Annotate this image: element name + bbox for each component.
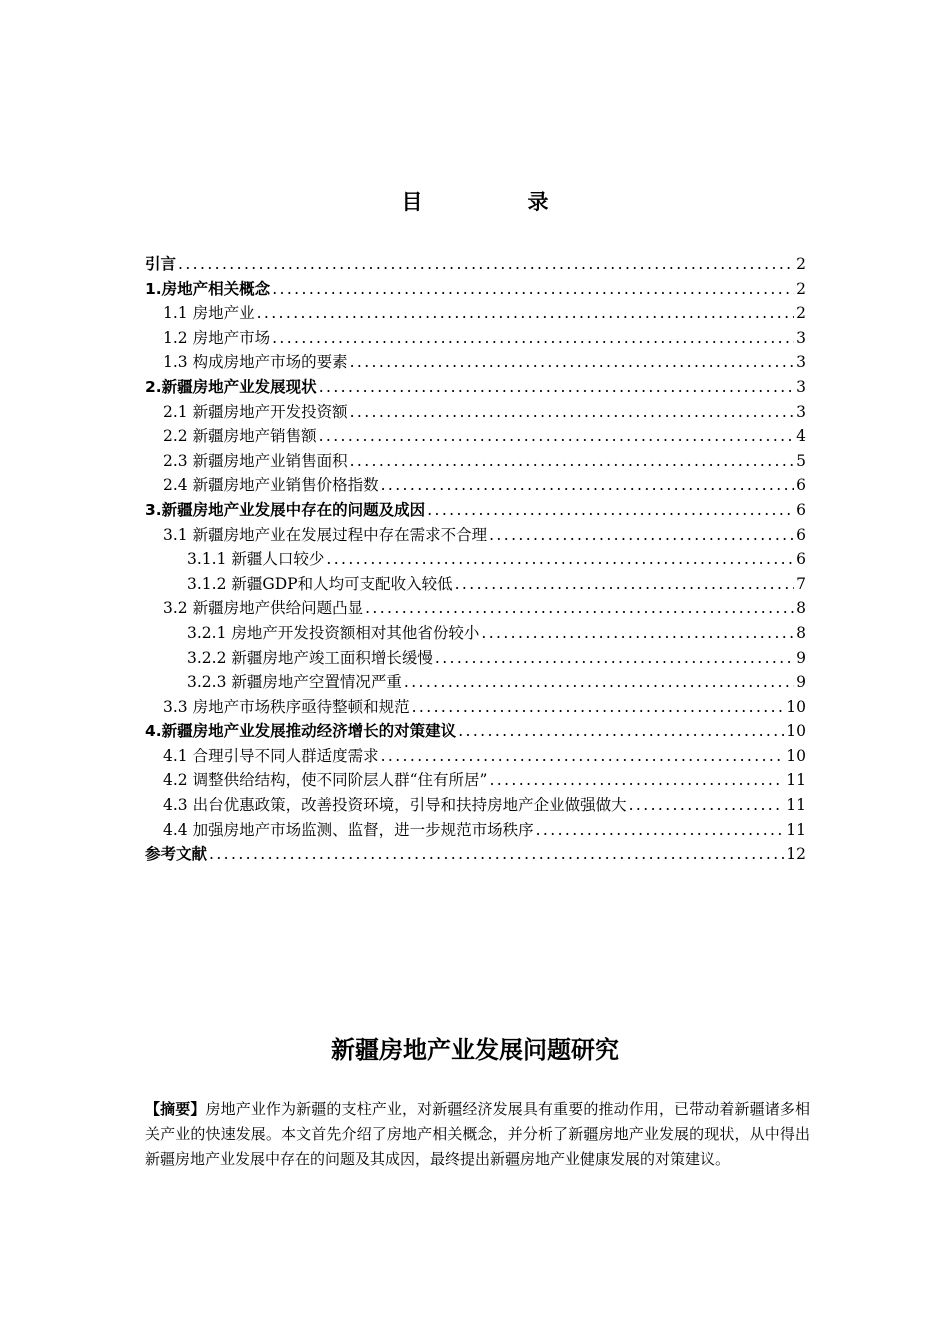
- toc-entry[interactable]: [145, 621, 806, 646]
- toc-entry-text: 1.房地产相关概念: [145, 279, 271, 298]
- toc-entry-text: 3.2 新疆房地产供给问题凸显: [163, 599, 364, 618]
- toc-entry-page: 10: [786, 697, 806, 716]
- toc-entry-page: 11: [786, 820, 806, 839]
- toc-leader-dots: [350, 350, 795, 375]
- toc-entry-page: 7: [796, 574, 806, 593]
- toc-leader-dots: [412, 695, 785, 720]
- toc-leader-dots: [435, 646, 794, 671]
- toc-entry-page: 3: [796, 402, 806, 421]
- toc-entry-text: 3.1.1 新疆人口较少: [187, 550, 325, 569]
- toc-entry[interactable]: [145, 744, 806, 769]
- toc-entry-text: 1.1 房地产业: [163, 304, 255, 323]
- toc-leader-dots: [427, 498, 794, 523]
- toc-entry[interactable]: [145, 646, 806, 671]
- toc-entry-text: 4.2 调整供给结构，使不同阶层人群“住有所居”: [163, 771, 488, 790]
- toc-entry-text: 3.2.3 新疆房地产空置情况严重: [187, 673, 402, 692]
- toc-entry-page: 6: [796, 476, 806, 495]
- toc-leader-dots: [272, 277, 794, 302]
- toc-entry-page: 2: [796, 279, 806, 298]
- toc-leader-dots: [326, 547, 794, 572]
- toc-entry-page: 11: [786, 796, 806, 815]
- toc-entry[interactable]: [145, 670, 806, 695]
- toc-entry-page: 6: [796, 500, 806, 519]
- toc-leader-dots: [365, 596, 794, 621]
- toc-entry[interactable]: [145, 424, 806, 449]
- toc-entry-text: 2.新疆房地产业发展现状: [145, 377, 317, 396]
- toc-entry-text: 引言: [145, 255, 177, 273]
- toc-leader-dots: [629, 793, 785, 818]
- toc-leader-dots: [481, 621, 794, 646]
- toc-entry-text: 4.新疆房地产业发展推动经济增长的对策建议: [145, 722, 457, 741]
- toc-entry-text: 3.1.2 新疆GDP和人均可支配收入较低: [187, 574, 453, 593]
- toc-entry[interactable]: [145, 842, 806, 867]
- toc-leader-dots: [404, 670, 794, 695]
- toc-entry[interactable]: [145, 596, 806, 621]
- toc-entry[interactable]: [145, 301, 806, 326]
- toc-entry[interactable]: [145, 498, 806, 523]
- toc-leader-dots: [489, 523, 794, 548]
- toc-entry[interactable]: [145, 375, 806, 400]
- toc-entry-text: 3.3 房地产市场秩序亟待整顿和规范: [163, 697, 410, 716]
- toc-entry-text: 3.新疆房地产业发展中存在的问题及成因: [145, 500, 426, 519]
- toc-entry-text: 4.4 加强房地产市场监测、监督，进一步规范市场秩序: [163, 820, 534, 839]
- toc-entry-page: 4: [796, 427, 806, 446]
- toc-entry-page: 12: [786, 845, 806, 864]
- abstract: [145, 1097, 810, 1172]
- toc-leader-dots: [489, 768, 784, 793]
- toc-entry[interactable]: [145, 793, 806, 818]
- toc-entry-text: 3.2.1 房地产开发投资额相对其他省份较小: [187, 623, 480, 642]
- toc-entry-page: 5: [796, 451, 806, 470]
- toc-leader-dots: [536, 818, 785, 843]
- toc-entry[interactable]: [145, 572, 806, 597]
- toc-entry[interactable]: [145, 350, 806, 375]
- toc-entry-text: 2.3 新疆房地产业销售面积: [163, 451, 348, 470]
- toc-leader-dots: [178, 252, 794, 277]
- toc-entry[interactable]: [145, 695, 806, 720]
- toc-entry-page: 10: [786, 722, 806, 741]
- toc-entry-text: 参考文献: [145, 845, 208, 864]
- toc-entry-page: 2: [796, 304, 806, 323]
- toc-entry-page: 6: [796, 525, 806, 544]
- abstract-text: 房地产业作为新疆的支柱产业，对新疆经济发展具有重要的推动作用，已带动着新疆诸多相关产业的快速发展。本文首先介绍了房地产相关概念，并分析了新疆房地产业发展的现状，从中得出新疆房地产业发展中存在的问题及其成因，最终提出新疆房地产业健康发展的对策建议。: [145, 1100, 810, 1168]
- toc-leader-dots: [209, 842, 784, 867]
- toc-leader-dots: [257, 301, 795, 326]
- toc-entry[interactable]: [145, 252, 806, 277]
- toc-entry-page: 3: [796, 377, 806, 396]
- toc-leader-dots: [350, 400, 795, 425]
- toc-entry-text: 4.3 出台优惠政策，改善投资环境，引导和扶持房地产企业做强做大: [163, 796, 627, 815]
- toc-leader-dots: [455, 572, 795, 597]
- toc-entry-page: 2: [796, 255, 806, 273]
- toc-entry-page: 11: [786, 771, 806, 790]
- toc-title: 目 录: [401, 189, 591, 214]
- toc-entry-page: 10: [786, 746, 806, 765]
- toc-entry-page: 6: [796, 550, 806, 569]
- toc-leader-dots: [381, 744, 785, 769]
- toc-entry[interactable]: [145, 277, 806, 302]
- toc-entry[interactable]: [145, 400, 806, 425]
- toc-leader-dots: [458, 719, 784, 744]
- toc-leader-dots: [319, 424, 795, 449]
- paper-title: 新疆房地产业发展问题研究: [331, 1036, 619, 1064]
- table-of-contents: [145, 252, 806, 867]
- toc-leader-dots: [319, 375, 794, 400]
- toc-entry-page: 8: [796, 599, 806, 618]
- toc-entry-text: 1.2 房地产市场: [163, 328, 271, 347]
- toc-leader-dots: [350, 449, 795, 474]
- toc-entry-text: 2.2 新疆房地产销售额: [163, 427, 317, 446]
- toc-leader-dots: [272, 326, 794, 351]
- toc-entry[interactable]: [145, 547, 806, 572]
- toc-entry-page: 9: [796, 648, 806, 667]
- toc-entry[interactable]: [145, 449, 806, 474]
- toc-entry-text: 2.4 新疆房地产业销售价格指数: [163, 476, 379, 495]
- toc-entry[interactable]: [145, 768, 806, 793]
- toc-entry[interactable]: [145, 523, 806, 548]
- toc-entry-page: 8: [796, 623, 806, 642]
- toc-leader-dots: [381, 473, 795, 498]
- toc-entry-text: 1.3 构成房地产市场的要素: [163, 353, 348, 372]
- toc-entry[interactable]: [145, 326, 806, 351]
- toc-entry-text: 3.1 新疆房地产业在发展过程中存在需求不合理: [163, 525, 488, 544]
- toc-entry-page: 3: [796, 328, 806, 347]
- toc-entry-page: 3: [796, 353, 806, 372]
- abstract-label: 【摘要】: [145, 1100, 206, 1118]
- toc-entry-text: 2.1 新疆房地产开发投资额: [163, 402, 348, 421]
- toc-entry[interactable]: [145, 719, 806, 744]
- toc-entry-page: 9: [796, 673, 806, 692]
- toc-entry-text: 4.1 合理引导不同人群适度需求: [163, 746, 379, 765]
- toc-entry[interactable]: [145, 473, 806, 498]
- toc-entry-text: 3.2.2 新疆房地产竣工面积增长缓慢: [187, 648, 433, 667]
- toc-entry[interactable]: [145, 818, 806, 843]
